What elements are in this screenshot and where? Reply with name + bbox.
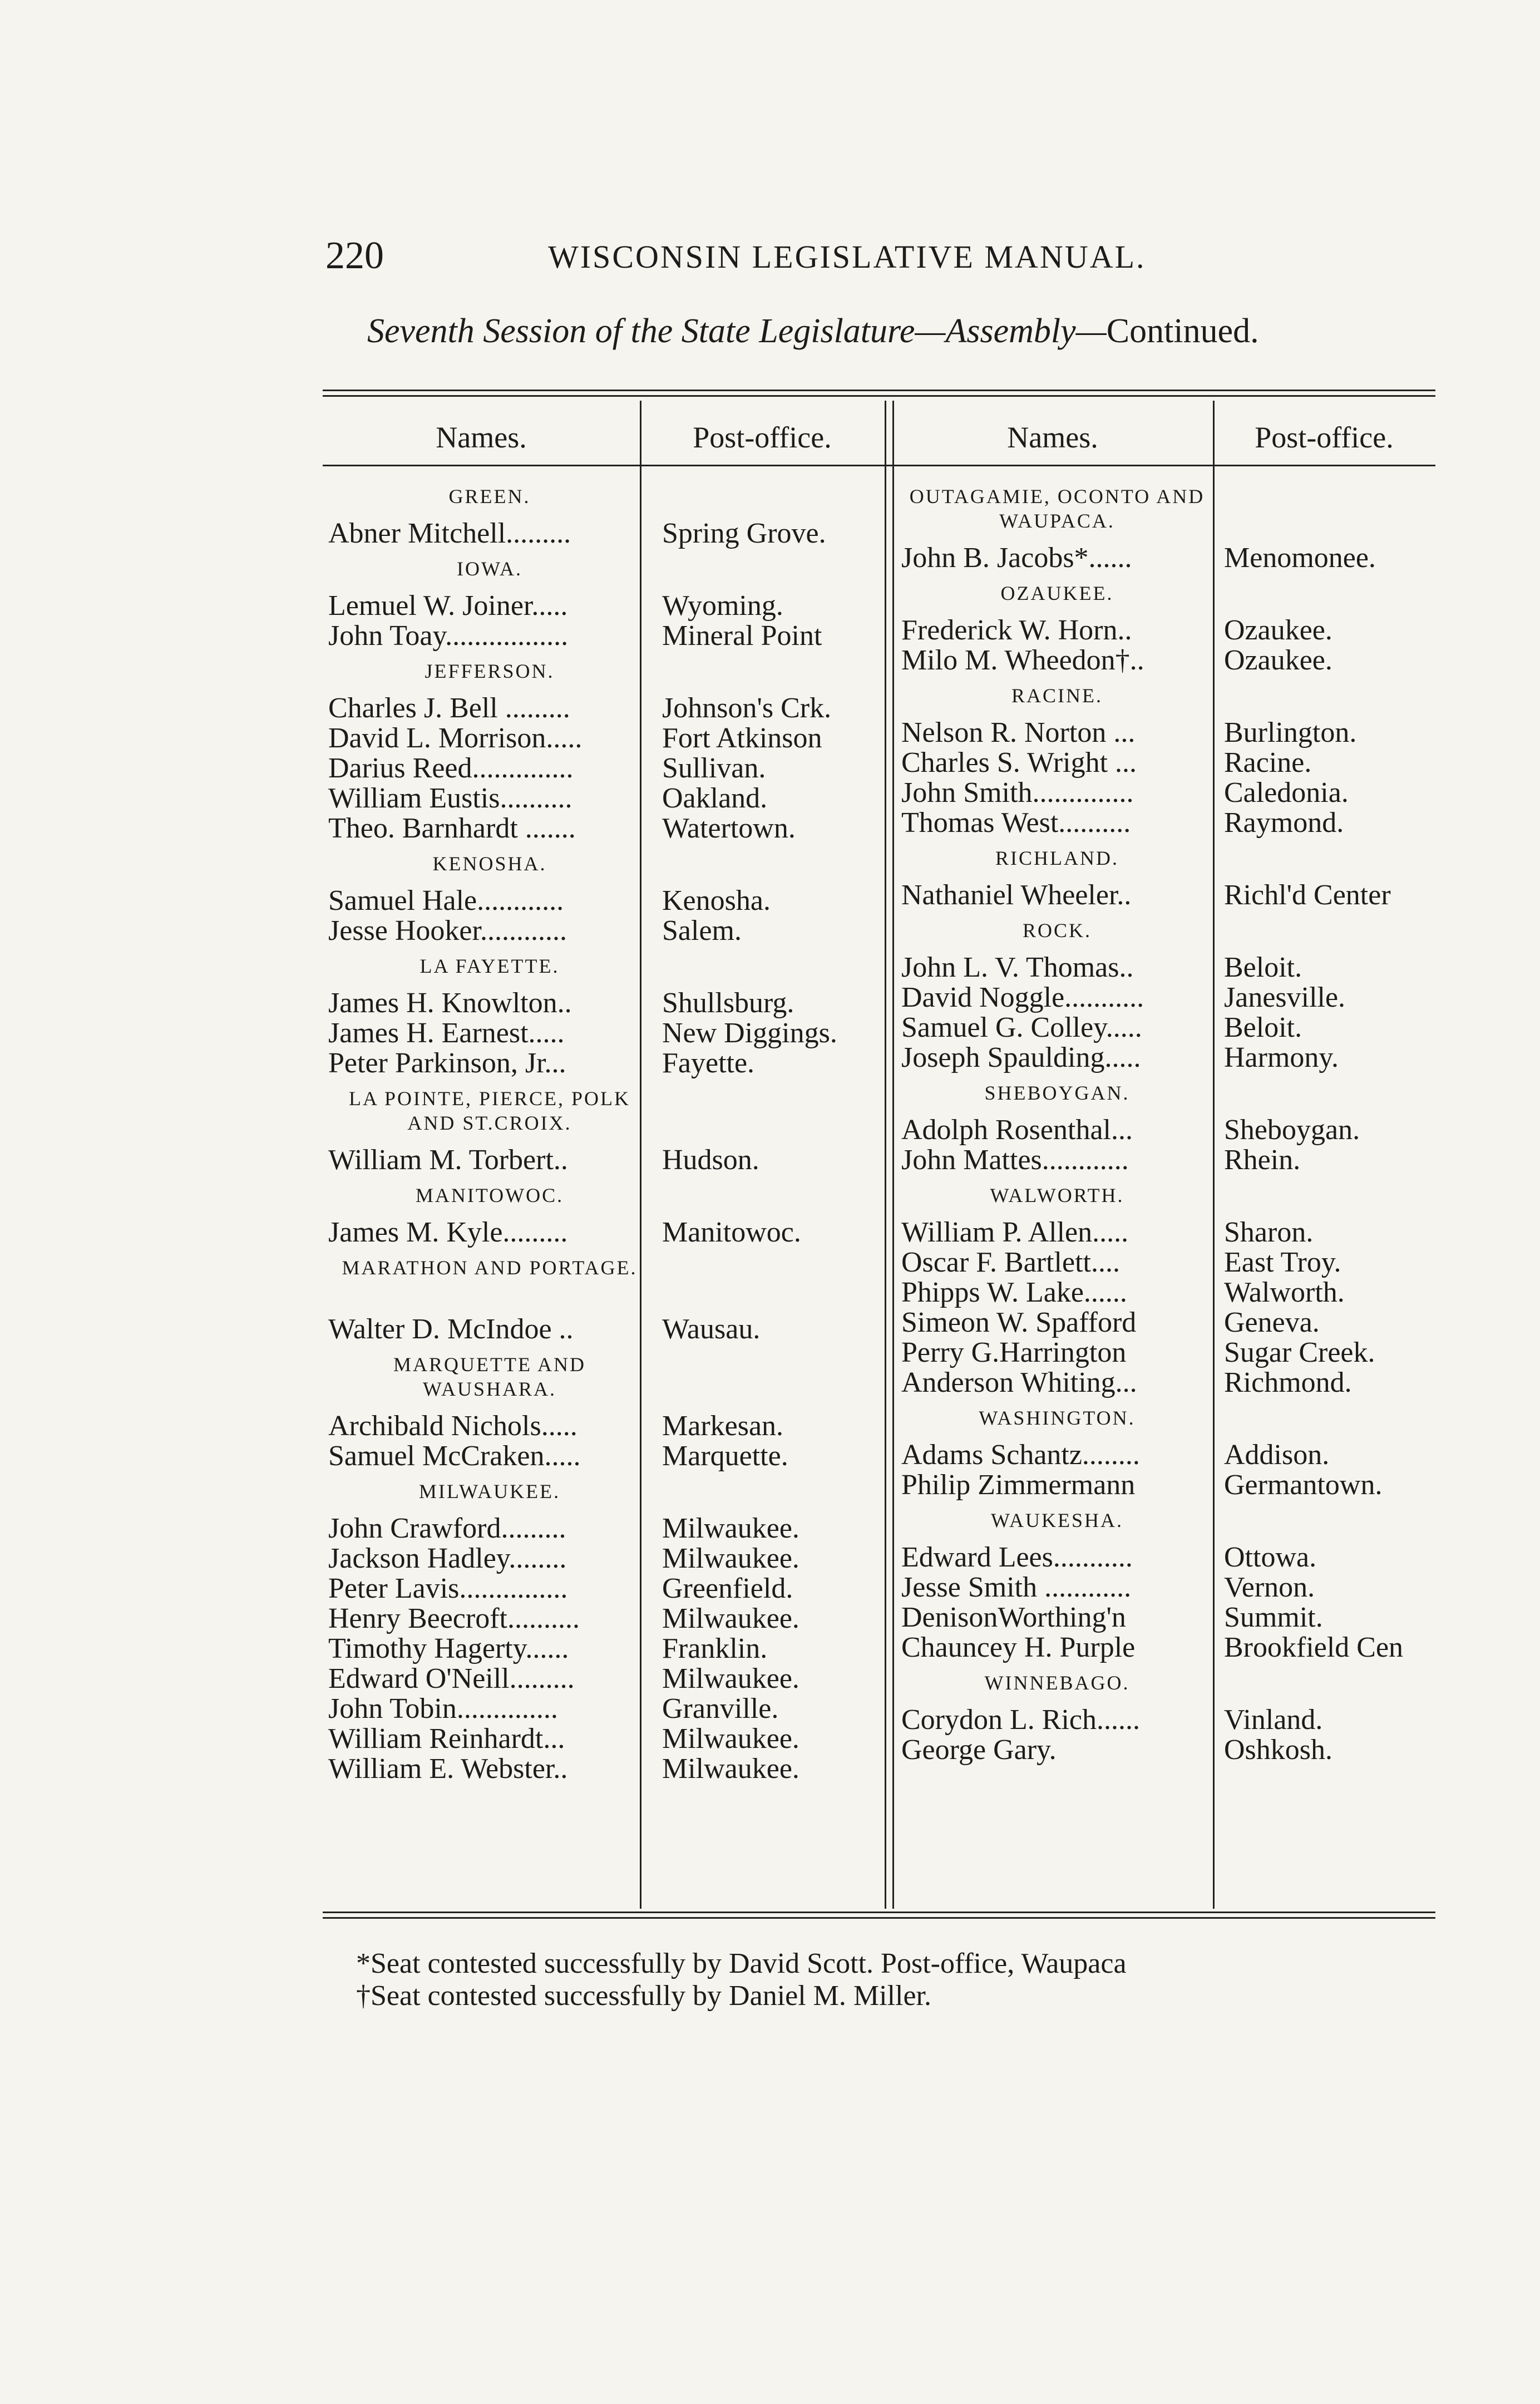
page-number: 220 bbox=[325, 234, 384, 277]
member-postoffice: Marquette. bbox=[662, 1440, 788, 1472]
member-postoffice: Markesan. bbox=[662, 1410, 784, 1442]
col-header-names-right: Names. bbox=[1007, 421, 1098, 454]
member-postoffice: Wausau. bbox=[662, 1313, 761, 1345]
county-section bbox=[901, 1183, 1213, 1406]
member-name: Oscar F. Bartlett.... bbox=[901, 1247, 1120, 1278]
county-section bbox=[328, 1255, 651, 1352]
county-heading: GREEN. bbox=[448, 485, 531, 508]
member-name: John Crawford......... bbox=[328, 1513, 566, 1544]
member-postoffice: Milwaukee. bbox=[662, 1723, 799, 1755]
county-heading: IOWA. bbox=[457, 558, 522, 580]
member-name: Simeon W. Spafford bbox=[901, 1307, 1137, 1338]
county-section bbox=[328, 484, 651, 556]
footnote-dagger: †Seat contested successfully by Daniel M. Miller. bbox=[356, 1980, 932, 2012]
member-postoffice: East Troy. bbox=[1224, 1247, 1341, 1278]
county-heading: ROCK. bbox=[1022, 919, 1092, 942]
member-name: Perry G.Harrington bbox=[901, 1337, 1127, 1368]
member-name: Peter Parkinson, Jr... bbox=[328, 1047, 566, 1079]
member-postoffice: Beloit. bbox=[1224, 952, 1302, 983]
member-postoffice: Sugar Creek. bbox=[1224, 1337, 1375, 1368]
member-name: Lemuel W. Joiner..... bbox=[328, 590, 568, 622]
member-postoffice: Germantown. bbox=[1224, 1469, 1383, 1501]
member-name: Thomas West.......... bbox=[901, 807, 1131, 839]
county-heading: RICHLAND. bbox=[995, 847, 1119, 869]
member-postoffice: Caledonia. bbox=[1224, 777, 1349, 809]
footnote-asterisk: *Seat contested successfully by David Scott. Post-office, Waupaca bbox=[356, 1948, 1127, 1979]
member-postoffice: New Diggings. bbox=[662, 1017, 837, 1049]
subtitle-continued: Continued. bbox=[1106, 312, 1259, 350]
member-postoffice: Ottowa. bbox=[1224, 1541, 1317, 1573]
county-section-postoffices bbox=[1224, 1406, 1435, 1508]
column-divider bbox=[1213, 401, 1215, 1909]
county-heading: WALWORTH. bbox=[990, 1184, 1124, 1206]
member-postoffice: Oshkosh. bbox=[1224, 1734, 1333, 1766]
county-section bbox=[901, 581, 1213, 683]
county-heading: LA POINTE, PIERCE, POLK AND ST.CROIX. bbox=[348, 1087, 630, 1134]
member-name: George Gary. bbox=[901, 1734, 1057, 1766]
county-section-postoffices bbox=[1224, 683, 1435, 846]
header-rule bbox=[323, 465, 1435, 466]
county-section bbox=[901, 683, 1213, 846]
member-postoffice: Sullivan. bbox=[662, 752, 766, 784]
member-postoffice: Spring Grove. bbox=[662, 518, 826, 549]
county-section bbox=[328, 556, 651, 659]
table-subtitle bbox=[367, 312, 1259, 351]
county-heading: LA FAYETTE. bbox=[419, 955, 560, 977]
member-name: William E. Webster.. bbox=[328, 1753, 568, 1785]
member-postoffice: Ozaukee. bbox=[1224, 644, 1332, 676]
member-postoffice: Richmond. bbox=[1224, 1367, 1352, 1398]
county-section-postoffices bbox=[662, 1479, 885, 1792]
bottom-rule bbox=[323, 1912, 1435, 1913]
member-name: Charles S. Wright ... bbox=[901, 747, 1137, 779]
member-postoffice: Granville. bbox=[662, 1693, 779, 1725]
county-section bbox=[328, 1479, 651, 1792]
county-section-postoffices bbox=[1224, 1671, 1435, 1773]
member-name: Theo. Barnhardt ....... bbox=[328, 812, 576, 844]
member-name: John Toay................. bbox=[328, 620, 569, 652]
page-header bbox=[325, 234, 1438, 295]
member-name: Charles J. Bell ......... bbox=[328, 692, 570, 724]
member-postoffice: Sheboygan. bbox=[1224, 1114, 1360, 1146]
member-name: Peter Lavis............... bbox=[328, 1573, 568, 1604]
member-name: William Eustis.......... bbox=[328, 782, 572, 814]
member-name: David L. Morrison..... bbox=[328, 722, 583, 754]
col-header-postoffice-left: Post-office. bbox=[693, 421, 832, 454]
top-rule-2 bbox=[323, 395, 1435, 397]
member-postoffice: Milwaukee. bbox=[662, 1663, 799, 1694]
member-name: Joseph Spaulding..... bbox=[901, 1042, 1141, 1073]
col-header-postoffice-right: Post-office. bbox=[1255, 421, 1394, 454]
member-name: Henry Beecroft.......... bbox=[328, 1603, 580, 1634]
member-name: Samuel Hale............ bbox=[328, 885, 564, 917]
county-section-postoffices bbox=[662, 556, 885, 659]
member-postoffice: Janesville. bbox=[1224, 982, 1346, 1013]
member-postoffice: Geneva. bbox=[1224, 1307, 1320, 1338]
member-postoffice: Fort Atkinson bbox=[662, 722, 822, 754]
running-title: WISCONSIN LEGISLATIVE MANUAL. bbox=[548, 239, 1146, 275]
member-postoffice: Raymond. bbox=[1224, 807, 1344, 839]
member-name: Nathaniel Wheeler.. bbox=[901, 879, 1132, 911]
member-name: Archibald Nichols..... bbox=[328, 1410, 578, 1442]
member-name: Milo M. Wheedon†.. bbox=[901, 644, 1144, 676]
county-heading: JEFFERSON. bbox=[425, 660, 555, 682]
footnotes bbox=[356, 1948, 1127, 2012]
right-names-column bbox=[901, 484, 1213, 1773]
member-name: John Smith.............. bbox=[901, 777, 1134, 809]
member-postoffice: Sharon. bbox=[1224, 1216, 1314, 1248]
member-name: James M. Kyle......... bbox=[328, 1216, 568, 1248]
county-section bbox=[328, 851, 651, 954]
county-section-postoffices bbox=[662, 1086, 885, 1183]
member-name: Anderson Whiting... bbox=[901, 1367, 1137, 1398]
member-name: Jackson Hadley........ bbox=[328, 1543, 567, 1574]
member-name: Walter D. McIndoe .. bbox=[328, 1313, 574, 1345]
subtitle-italic: Seventh Session of the State Legislature—Assembly— bbox=[367, 312, 1107, 350]
member-name: Chauncey H. Purple bbox=[901, 1632, 1136, 1663]
member-postoffice: Racine. bbox=[1224, 747, 1312, 779]
county-section bbox=[328, 1086, 651, 1183]
member-name: Darius Reed.............. bbox=[328, 752, 574, 784]
member-postoffice: Harmony. bbox=[1224, 1042, 1339, 1073]
member-postoffice: Walworth. bbox=[1224, 1277, 1345, 1308]
county-section bbox=[901, 1508, 1213, 1671]
member-name: Samuel McCraken..... bbox=[328, 1440, 581, 1472]
member-name: John L. V. Thomas.. bbox=[901, 952, 1134, 983]
member-name: William P. Allen..... bbox=[901, 1216, 1129, 1248]
member-postoffice: Brookfield Cen bbox=[1224, 1632, 1404, 1663]
member-postoffice: Kenosha. bbox=[662, 885, 771, 917]
county-heading: OUTAGAMIE, OCONTO AND WAUPACA. bbox=[909, 485, 1205, 532]
member-postoffice: Hudson. bbox=[662, 1144, 759, 1176]
county-section bbox=[328, 659, 651, 851]
member-postoffice: Johnson's Crk. bbox=[662, 692, 832, 724]
county-section-postoffices bbox=[1224, 846, 1435, 918]
member-postoffice: Oakland. bbox=[662, 782, 768, 814]
member-name: Adolph Rosenthal... bbox=[901, 1114, 1133, 1146]
member-postoffice: Vinland. bbox=[1224, 1704, 1323, 1736]
member-name: Philip Zimmermann bbox=[901, 1469, 1136, 1501]
county-heading: WINNEBAGO. bbox=[984, 1672, 1130, 1694]
county-section-postoffices bbox=[662, 954, 885, 1086]
member-postoffice: Addison. bbox=[1224, 1439, 1330, 1471]
county-heading: MILWAUKEE. bbox=[418, 1480, 561, 1502]
member-name: Adams Schantz........ bbox=[901, 1439, 1140, 1471]
county-section-postoffices bbox=[662, 1183, 885, 1255]
county-section bbox=[328, 1183, 651, 1255]
county-section-postoffices bbox=[662, 1255, 885, 1352]
county-heading: SHEBOYGAN. bbox=[984, 1082, 1130, 1104]
column-divider bbox=[892, 401, 894, 1909]
member-postoffice: Summit. bbox=[1224, 1602, 1323, 1633]
county-heading: WASHINGTON. bbox=[979, 1407, 1136, 1429]
member-postoffice: Shullsburg. bbox=[662, 987, 794, 1019]
member-name: David Noggle........... bbox=[901, 982, 1144, 1013]
county-section-postoffices bbox=[662, 659, 885, 851]
county-heading: MANITOWOC. bbox=[415, 1184, 564, 1206]
member-postoffice: Richl'd Center bbox=[1224, 879, 1391, 911]
column-divider bbox=[885, 401, 886, 1909]
member-postoffice: Mineral Point bbox=[662, 620, 822, 652]
member-name: Timothy Hagerty...... bbox=[328, 1633, 569, 1664]
member-name: James H. Knowlton.. bbox=[328, 987, 572, 1019]
county-section-postoffices bbox=[1224, 1183, 1435, 1406]
member-postoffice: Burlington. bbox=[1224, 717, 1357, 748]
bottom-rule-2 bbox=[323, 1917, 1435, 1919]
member-name: James H. Earnest..... bbox=[328, 1017, 565, 1049]
county-section-postoffices bbox=[1224, 1508, 1435, 1671]
member-name: Corydon L. Rich...... bbox=[901, 1704, 1140, 1736]
county-heading: OZAUKEE. bbox=[1000, 582, 1114, 604]
member-postoffice: Menomonee. bbox=[1224, 542, 1376, 574]
member-name: William Reinhardt... bbox=[328, 1723, 565, 1755]
member-name: Edward Lees........... bbox=[901, 1541, 1133, 1573]
member-name: DenisonWorthing'n bbox=[901, 1602, 1126, 1633]
county-section-postoffices bbox=[1224, 581, 1435, 683]
member-name: Nelson R. Norton ... bbox=[901, 717, 1136, 748]
member-name: William M. Torbert.. bbox=[328, 1144, 568, 1176]
county-heading: KENOSHA. bbox=[432, 853, 547, 875]
county-section bbox=[901, 918, 1213, 1081]
county-section-postoffices bbox=[662, 1352, 885, 1479]
left-names-column bbox=[328, 484, 651, 1792]
county-section bbox=[901, 846, 1213, 918]
member-name: Samuel G. Colley..... bbox=[901, 1012, 1142, 1043]
member-name: Frederick W. Horn.. bbox=[901, 614, 1132, 646]
member-postoffice: Milwaukee. bbox=[662, 1753, 799, 1785]
col-header-names-left: Names. bbox=[436, 421, 527, 454]
member-postoffice: Wyoming. bbox=[662, 590, 783, 622]
county-section bbox=[328, 954, 651, 1086]
assembly-table bbox=[323, 390, 1435, 1937]
county-section-postoffices bbox=[662, 484, 885, 556]
county-section bbox=[901, 1671, 1213, 1773]
member-name: Phipps W. Lake...... bbox=[901, 1277, 1127, 1308]
county-section bbox=[328, 1352, 651, 1479]
member-postoffice: Salem. bbox=[662, 915, 742, 947]
county-section bbox=[901, 1406, 1213, 1508]
member-postoffice: Rhein. bbox=[1224, 1144, 1301, 1176]
member-postoffice: Beloit. bbox=[1224, 1012, 1302, 1043]
county-section-postoffices bbox=[1224, 1081, 1435, 1183]
county-section bbox=[901, 1081, 1213, 1183]
member-postoffice: Manitowoc. bbox=[662, 1216, 801, 1248]
member-name: John B. Jacobs*...... bbox=[901, 542, 1132, 574]
top-rule bbox=[323, 390, 1435, 391]
county-heading: RACINE. bbox=[1011, 684, 1103, 707]
member-name: Jesse Smith ............ bbox=[901, 1572, 1132, 1603]
member-postoffice: Vernon. bbox=[1224, 1572, 1315, 1603]
left-postoffice-column bbox=[662, 484, 885, 1792]
county-section bbox=[901, 484, 1213, 581]
right-postoffice-column bbox=[1224, 484, 1435, 1773]
member-postoffice: Milwaukee. bbox=[662, 1543, 799, 1574]
county-section-postoffices bbox=[1224, 918, 1435, 1081]
member-name: Abner Mitchell......... bbox=[328, 518, 571, 549]
member-postoffice: Ozaukee. bbox=[1224, 614, 1332, 646]
county-section-postoffices bbox=[1224, 484, 1435, 581]
member-name: John Mattes............ bbox=[901, 1144, 1129, 1176]
member-postoffice: Milwaukee. bbox=[662, 1513, 799, 1544]
member-postoffice: Milwaukee. bbox=[662, 1603, 799, 1634]
county-heading: MARATHON AND PORTAGE. bbox=[342, 1257, 638, 1279]
county-section-postoffices bbox=[662, 851, 885, 954]
county-heading: WAUKESHA. bbox=[991, 1509, 1123, 1531]
county-heading: MARQUETTE AND WAUSHARA. bbox=[393, 1353, 586, 1400]
member-postoffice: Watertown. bbox=[662, 812, 796, 844]
member-name: Jesse Hooker............ bbox=[328, 915, 567, 947]
member-postoffice: Fayette. bbox=[662, 1047, 755, 1079]
member-name: John Tobin.............. bbox=[328, 1693, 558, 1725]
member-name: Edward O'Neill......... bbox=[328, 1663, 575, 1694]
member-postoffice: Greenfield. bbox=[662, 1573, 793, 1604]
member-postoffice: Franklin. bbox=[662, 1633, 768, 1664]
